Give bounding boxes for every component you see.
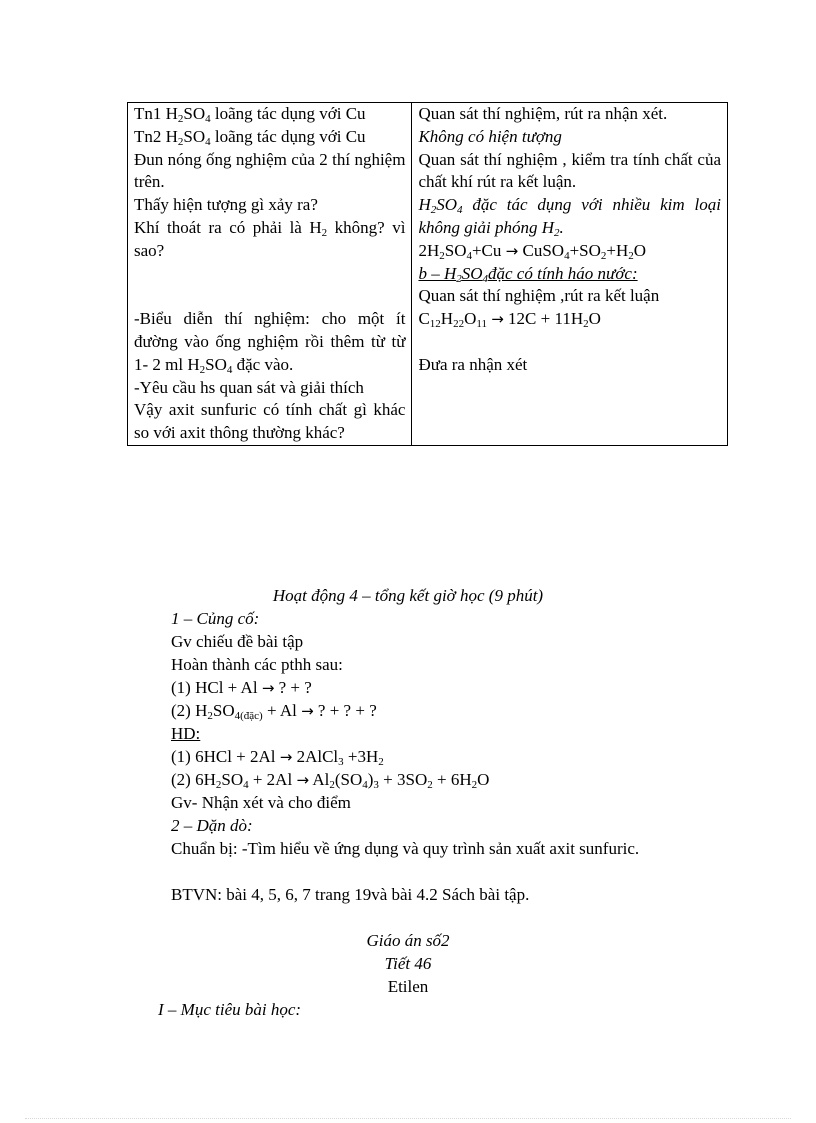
teacher-activity-cell (128, 103, 412, 446)
answer-2: (2) $6H_2SO_4 + 2Al \to Al_2(SO_4)_3 + 3SO_2 + 6H_2O$ (171, 770, 490, 791)
answer-1: (1) 6HCl + 2Al → 2AlCl$_3$ $+3H_2$ (171, 747, 384, 768)
page-bottom-divider (25, 1118, 791, 1119)
lesson-table (127, 102, 728, 446)
table-left-line-5: Khí thoát ra có phải là $H_2$ không? vì sao? (134, 217, 406, 260)
gv-comment: Gv- Nhận xét và cho điểm (171, 793, 351, 812)
hd-label: HD: (171, 724, 201, 743)
lesson-plan-number: Giáo án số2 (366, 931, 450, 950)
student-activity-cell (412, 103, 728, 446)
table-right-subheading: b – $H_2SO_4đặc$ có tính háo nước: (418, 263, 638, 285)
consolidate-label: 1 – Củng cố: (171, 609, 260, 628)
prepare-text: Chuẩn bị: -Tìm hiểu về ứng dụng và quy trình sản xuất axit sunfuric. (171, 839, 640, 858)
complete-instruction: Hoàn thành các pthh sau: (171, 655, 343, 674)
lesson-period: Tiết 46 (384, 954, 432, 973)
objectives-heading: I – Mục tiêu bài học: (158, 1000, 302, 1019)
table-left-gap (134, 263, 405, 309)
table-right-line-1: Quan sát thí nghiệm, rút ra nhận xét. (418, 104, 668, 123)
table-right-line-3: Quan sát thí nghiệm , kiểm tra tính chất của chất khí rút ra kết luận. (418, 149, 721, 192)
table-row (128, 103, 728, 446)
lesson-title: Etilen (387, 977, 429, 996)
table-right-line-7: Quan sát thí nghiệm ,rút ra kết luận (418, 286, 660, 306)
table-left-line-8: Vậy axit sunfuric có tính chất gì khác so với axit thông thường khác? (134, 400, 406, 443)
homework-label: 2 – Dặn dò: (171, 816, 253, 835)
question-1: (1) HCl + Al → ? + ? (171, 678, 312, 697)
table-right-equation-2: $C_{12}H_{22}O_{11} \to 12C + 11H_2O$ (418, 309, 601, 331)
table-right-line-9: Đưa ra nhận xét (418, 354, 528, 374)
table-left-line-6: -Biểu diễn thí nghiệm: cho một ít đường vào ống nghiệm rồi thêm từ từ 1- 2 ml $H_2SO_4$ đặc vào. (134, 309, 406, 376)
question-2: (2) $H_2SO_{4(đặc)} + Al$ → ? + ? + ? (171, 701, 377, 722)
btvn-text: BTVN: bài 4, 5, 6, 7 trang 19và bài 4.2 Sách bài tập. (171, 885, 530, 904)
gv-exercise: Gv chiếu đề bài tập (171, 632, 304, 651)
table-left-line-4: Thấy hiện tượng gì xảy ra? (134, 195, 318, 215)
table-right-gap (418, 331, 721, 354)
table-right-line-2: Không có hiện tượng (418, 126, 562, 146)
table-right-equation-1: $2H_2SO_4+Cu$ → $CuSO_4+SO_2+H_2O$ (418, 240, 647, 262)
table-left-line-7: -Yêu cầu hs quan sát và giải thích (134, 377, 364, 397)
table-left-line-2: Tn2 $H_2SO_4$ loãng tác dụng với Cu (134, 126, 366, 148)
table-right-line-4: $H_2SO_4$ đặc tác dụng với nhiều kim loại không giải phóng $H_2$. (418, 195, 721, 239)
table-left-line-1: Tn1 $H_2SO_4$ loãng tác dụng với Cu (134, 104, 366, 125)
activity-heading: Hoạt động 4 – tổng kết giờ học (9 phút) (272, 586, 544, 605)
table-left-line-3: Đun nóng ống nghiệm của 2 thí nghiệm trên. (134, 149, 406, 192)
